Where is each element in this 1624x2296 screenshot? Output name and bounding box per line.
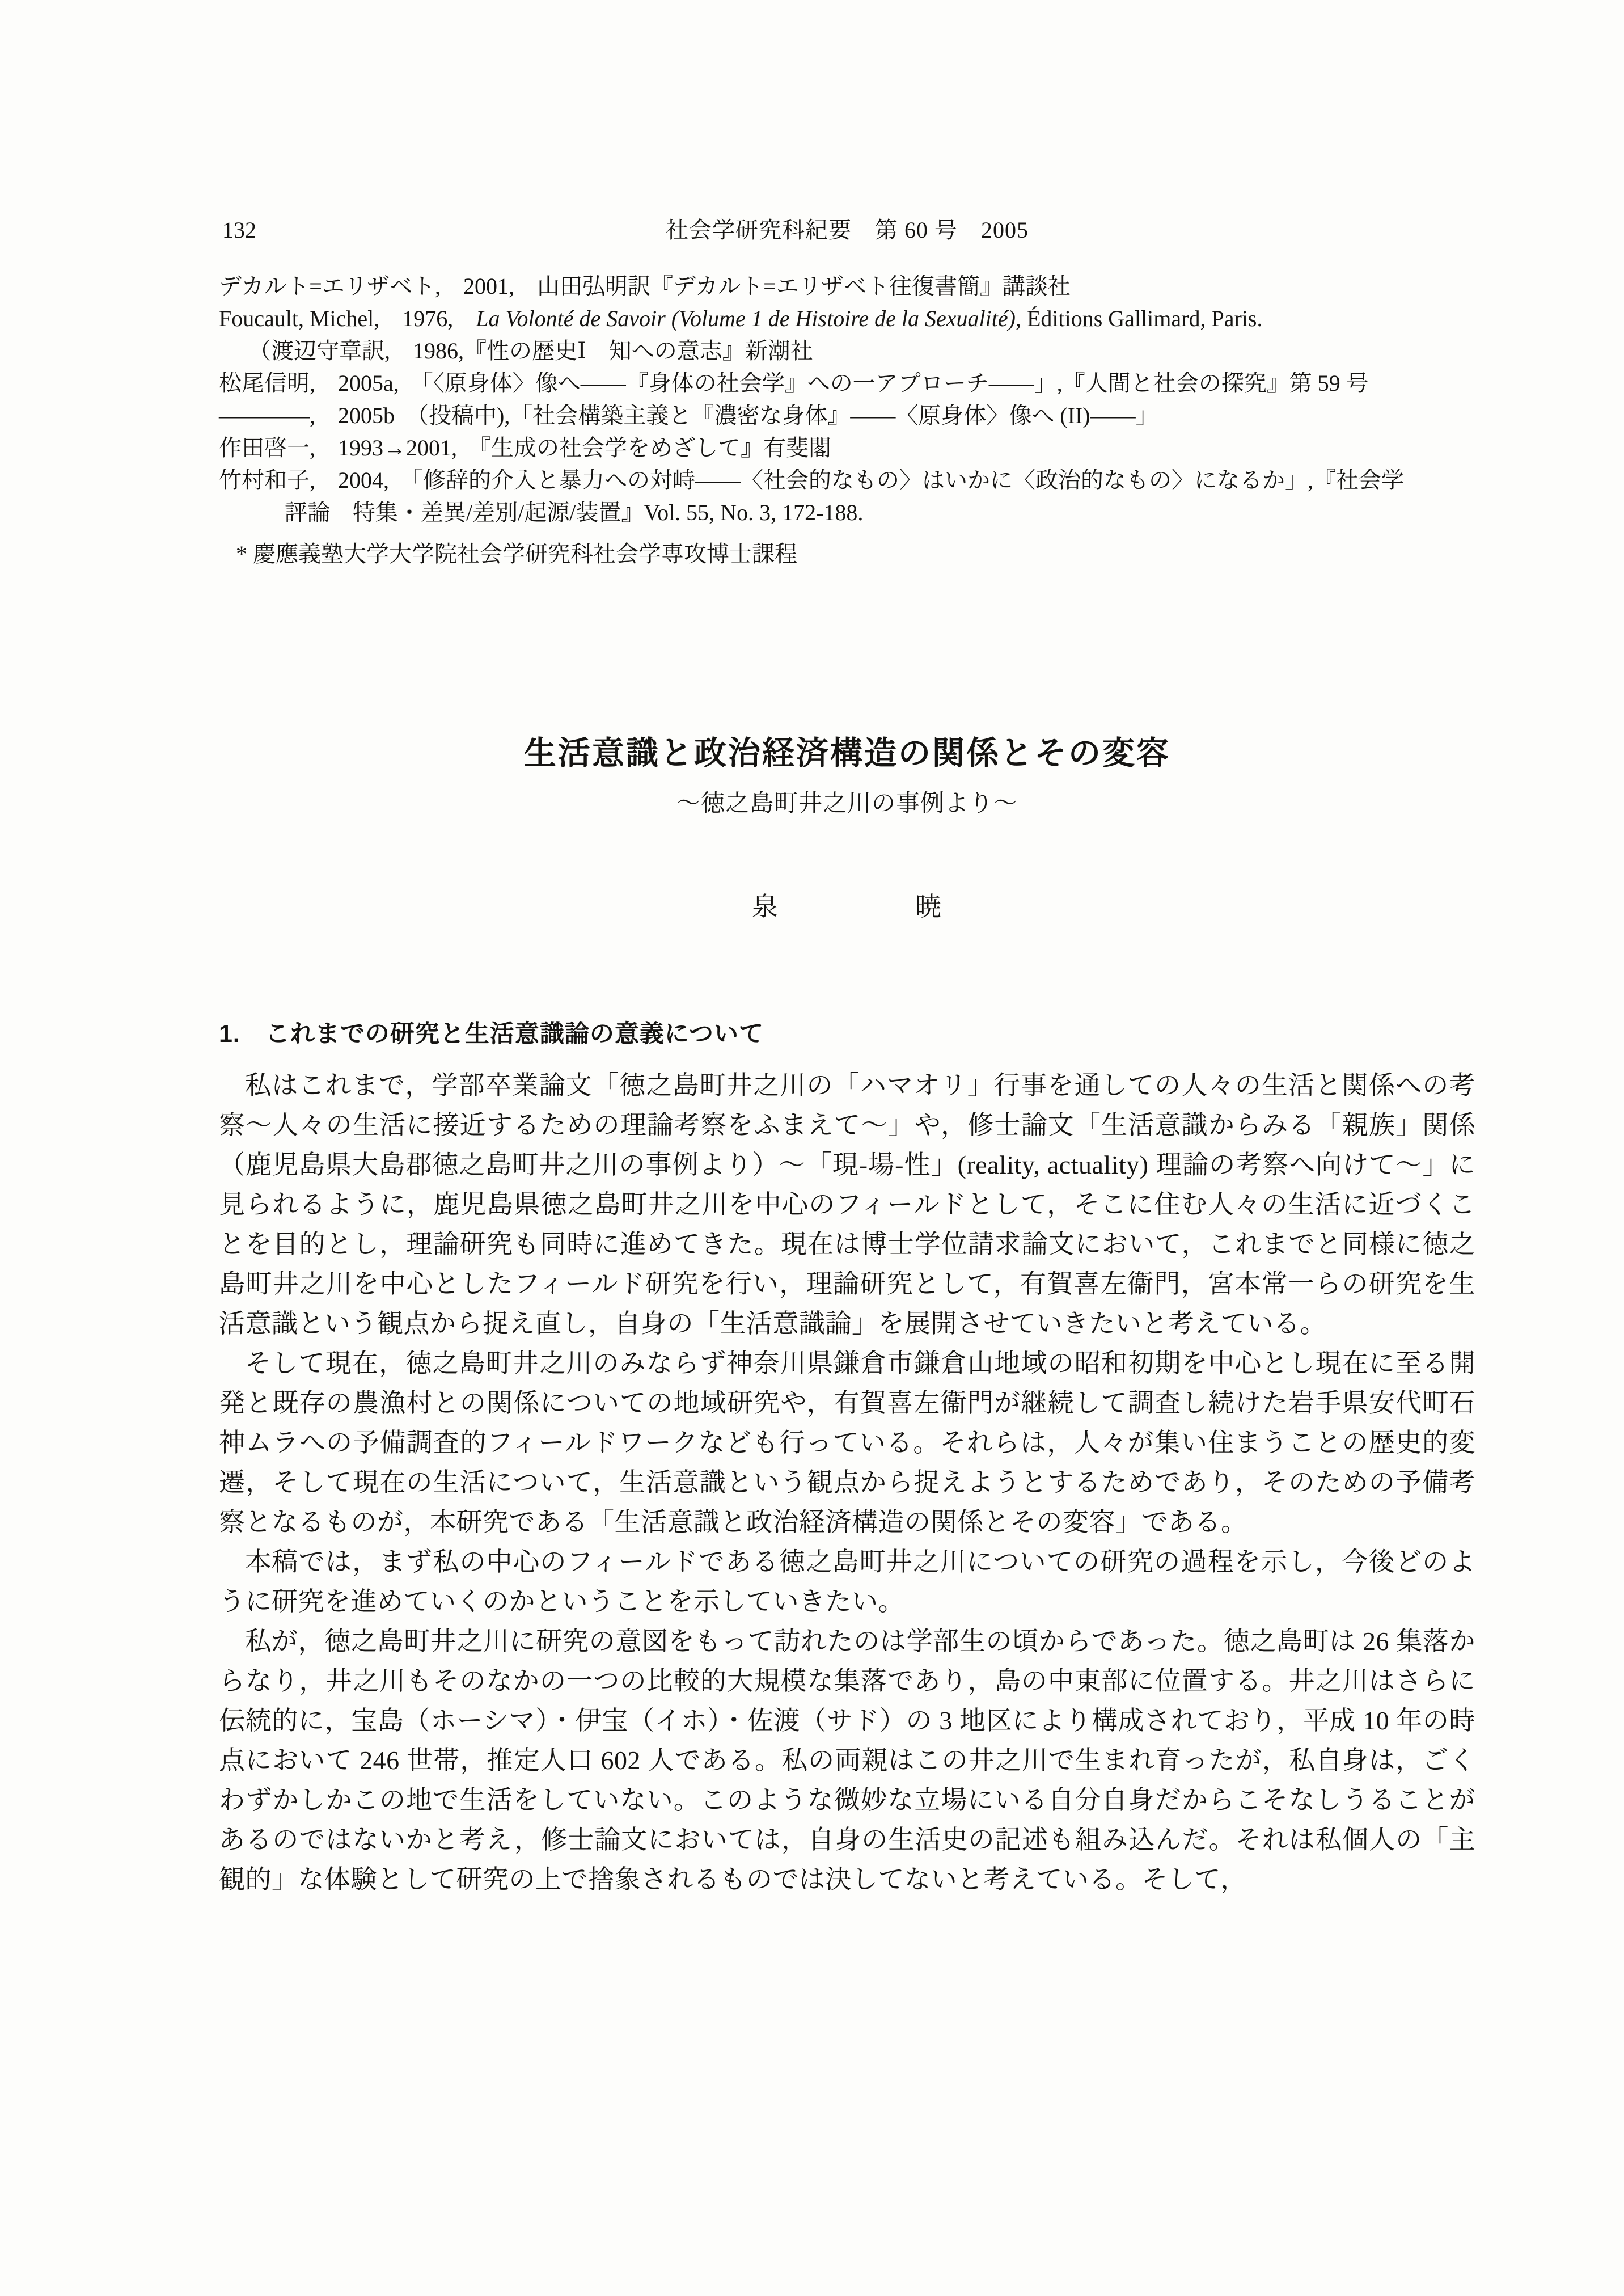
paper-subtitle: ～徳之島町井之川の事例より～ — [676, 791, 1018, 817]
reference-italic-title: La Volonté de Savoir (Volume 1 de Histoire de la Sexualité) — [476, 306, 1016, 331]
reference-roman-text: , Éditions Gallimard, Paris. — [1015, 306, 1263, 331]
reference-entry: 竹村和子, 2004, 「修辞的介入と暴力への対峙——〈社会的なもの〉はいかに〈政治的なもの〉になるか」,『社会学 — [219, 467, 1404, 493]
body-paragraph: そして現在，徳之島町井之川のみならず神奈川県鎌倉市鎌倉山地域の昭和初期を中心とし現在に至る開発と既存の農漁村との関係についての地域研究や，有賀喜左衞門が継続して調査し続けた岩手県安代町石神ムラへの予備調査的フィールドワークなども行っている。それらは，人々が集い住まうことの歴史的変遷，そして現在の生活について，生活意識という観点から捉えようとするためであり，そのための予備考察となるものが，本研究である「生活意識と政治経済構造の関係とその変容」である。 — [219, 1349, 1475, 1537]
reference-entry: 作田啓一, 1993→2001, 『生成の社会学をめざして』有斐閣 — [219, 435, 831, 461]
body-paragraph: 本稿では，まず私の中心のフィールドである徳之島町井之川についての研究の過程を示し，今後どのように研究を進めていくのかということを示していきたい。 — [219, 1547, 1475, 1616]
reference-entry: 松尾信明, 2005a, 「〈原身体〉像へ——『身体の社会学』への一アプローチ——」,『人間と社会の探究』第 59 号 — [219, 370, 1369, 396]
title-block — [219, 733, 1475, 923]
journal-header: 社会学研究科紀要 第 60 号 2005 — [666, 217, 1029, 243]
reference-continuation: （渡辺守章訳, 1986,『性の歴史Ⅰ 知への意志』新潮社 — [248, 338, 813, 364]
author-name: 泉 暁 — [752, 892, 942, 921]
body-paragraph: 私が，徳之島町井之川に研究の意図をもって訪れたのは学部生の頃からであった。徳之島町は 26 集落からなり，井之川もそのなかの一つの比較的大規模な集落であり，島の中東部に位置する。井之川はさらに伝統的に，宝島（ホーシマ）・伊宝（イホ）・佐渡（サド）の 3 地区により構成されており，平成 10 年の時点において 246 世帯，推定人口 602 人である。私の両親はこの井之川で生まれ育ったが，私自身は，ごくわずかしかこの地で生活をしていない。このような微妙な立場にいる自分自身だからこそなしうることがあるのではないかと考え，修士論文においては，自身の生活史の記述も組み込んだ。それは私個人の「主観的」な体験として研究の上で捨象されるものでは決してないと考えている。そして， — [219, 1627, 1476, 1894]
reference-continuation: 評論 特集・差異/差別/起源/装置』Vol. 55, No. 3, 172-188. — [285, 500, 864, 525]
paper-title: 生活意識と政治経済構造の関係とその変容 — [524, 736, 1170, 771]
reference-entry — [219, 302, 1475, 335]
reference-roman-text: Foucault, Michel, 1976, — [219, 306, 476, 331]
running-head — [219, 216, 1475, 245]
article-body — [219, 1018, 1475, 1900]
reference-entry: ————, 2005b （投稿中),「社会構築主義と『濃密な身体』——〈原身体〉像へ (II)——」 — [219, 403, 1158, 428]
page-number: 132 — [222, 217, 256, 243]
body-paragraph: 私はこれまで，学部卒業論文「徳之島町井之川の「ハマオリ」行事を通しての人々の生活と関係への考察～人々の生活に接近するための理論考察をふまえて～」や，修士論文「生活意識からみる「親族」関係（鹿児島県大島郡徳之島町井之川の事例より）～「現-場-性」(reality, actuality) 理論の考察へ向けて～」に見られるように，鹿児島県徳之島町井之川を中心のフィールドとして，そこに住む人々の生活に近づくことを目的とし，理論研究も同時に進めてきた。現在は博士学位請求論文において，これまでと同様に徳之島町井之川を中心としたフィールド研究を行い，理論研究として，有賀喜左衞門，宮本常一らの研究を生活意識という観点から捉え直し，自身の「生活意識論」を展開させていきたいと考えている。 — [219, 1071, 1475, 1338]
author-affiliation-note: * 慶應義塾大学大学院社会学研究科社会学専攻博士課程 — [236, 541, 797, 567]
reference-list — [219, 270, 1475, 570]
section-heading: 1. これまでの研究と生活意識論の意義について — [219, 1020, 764, 1048]
reference-entry: デカルト=エリザベト, 2001, 山田弘明訳『デカルト=エリザベト往復書簡』講談社 — [219, 273, 1071, 299]
